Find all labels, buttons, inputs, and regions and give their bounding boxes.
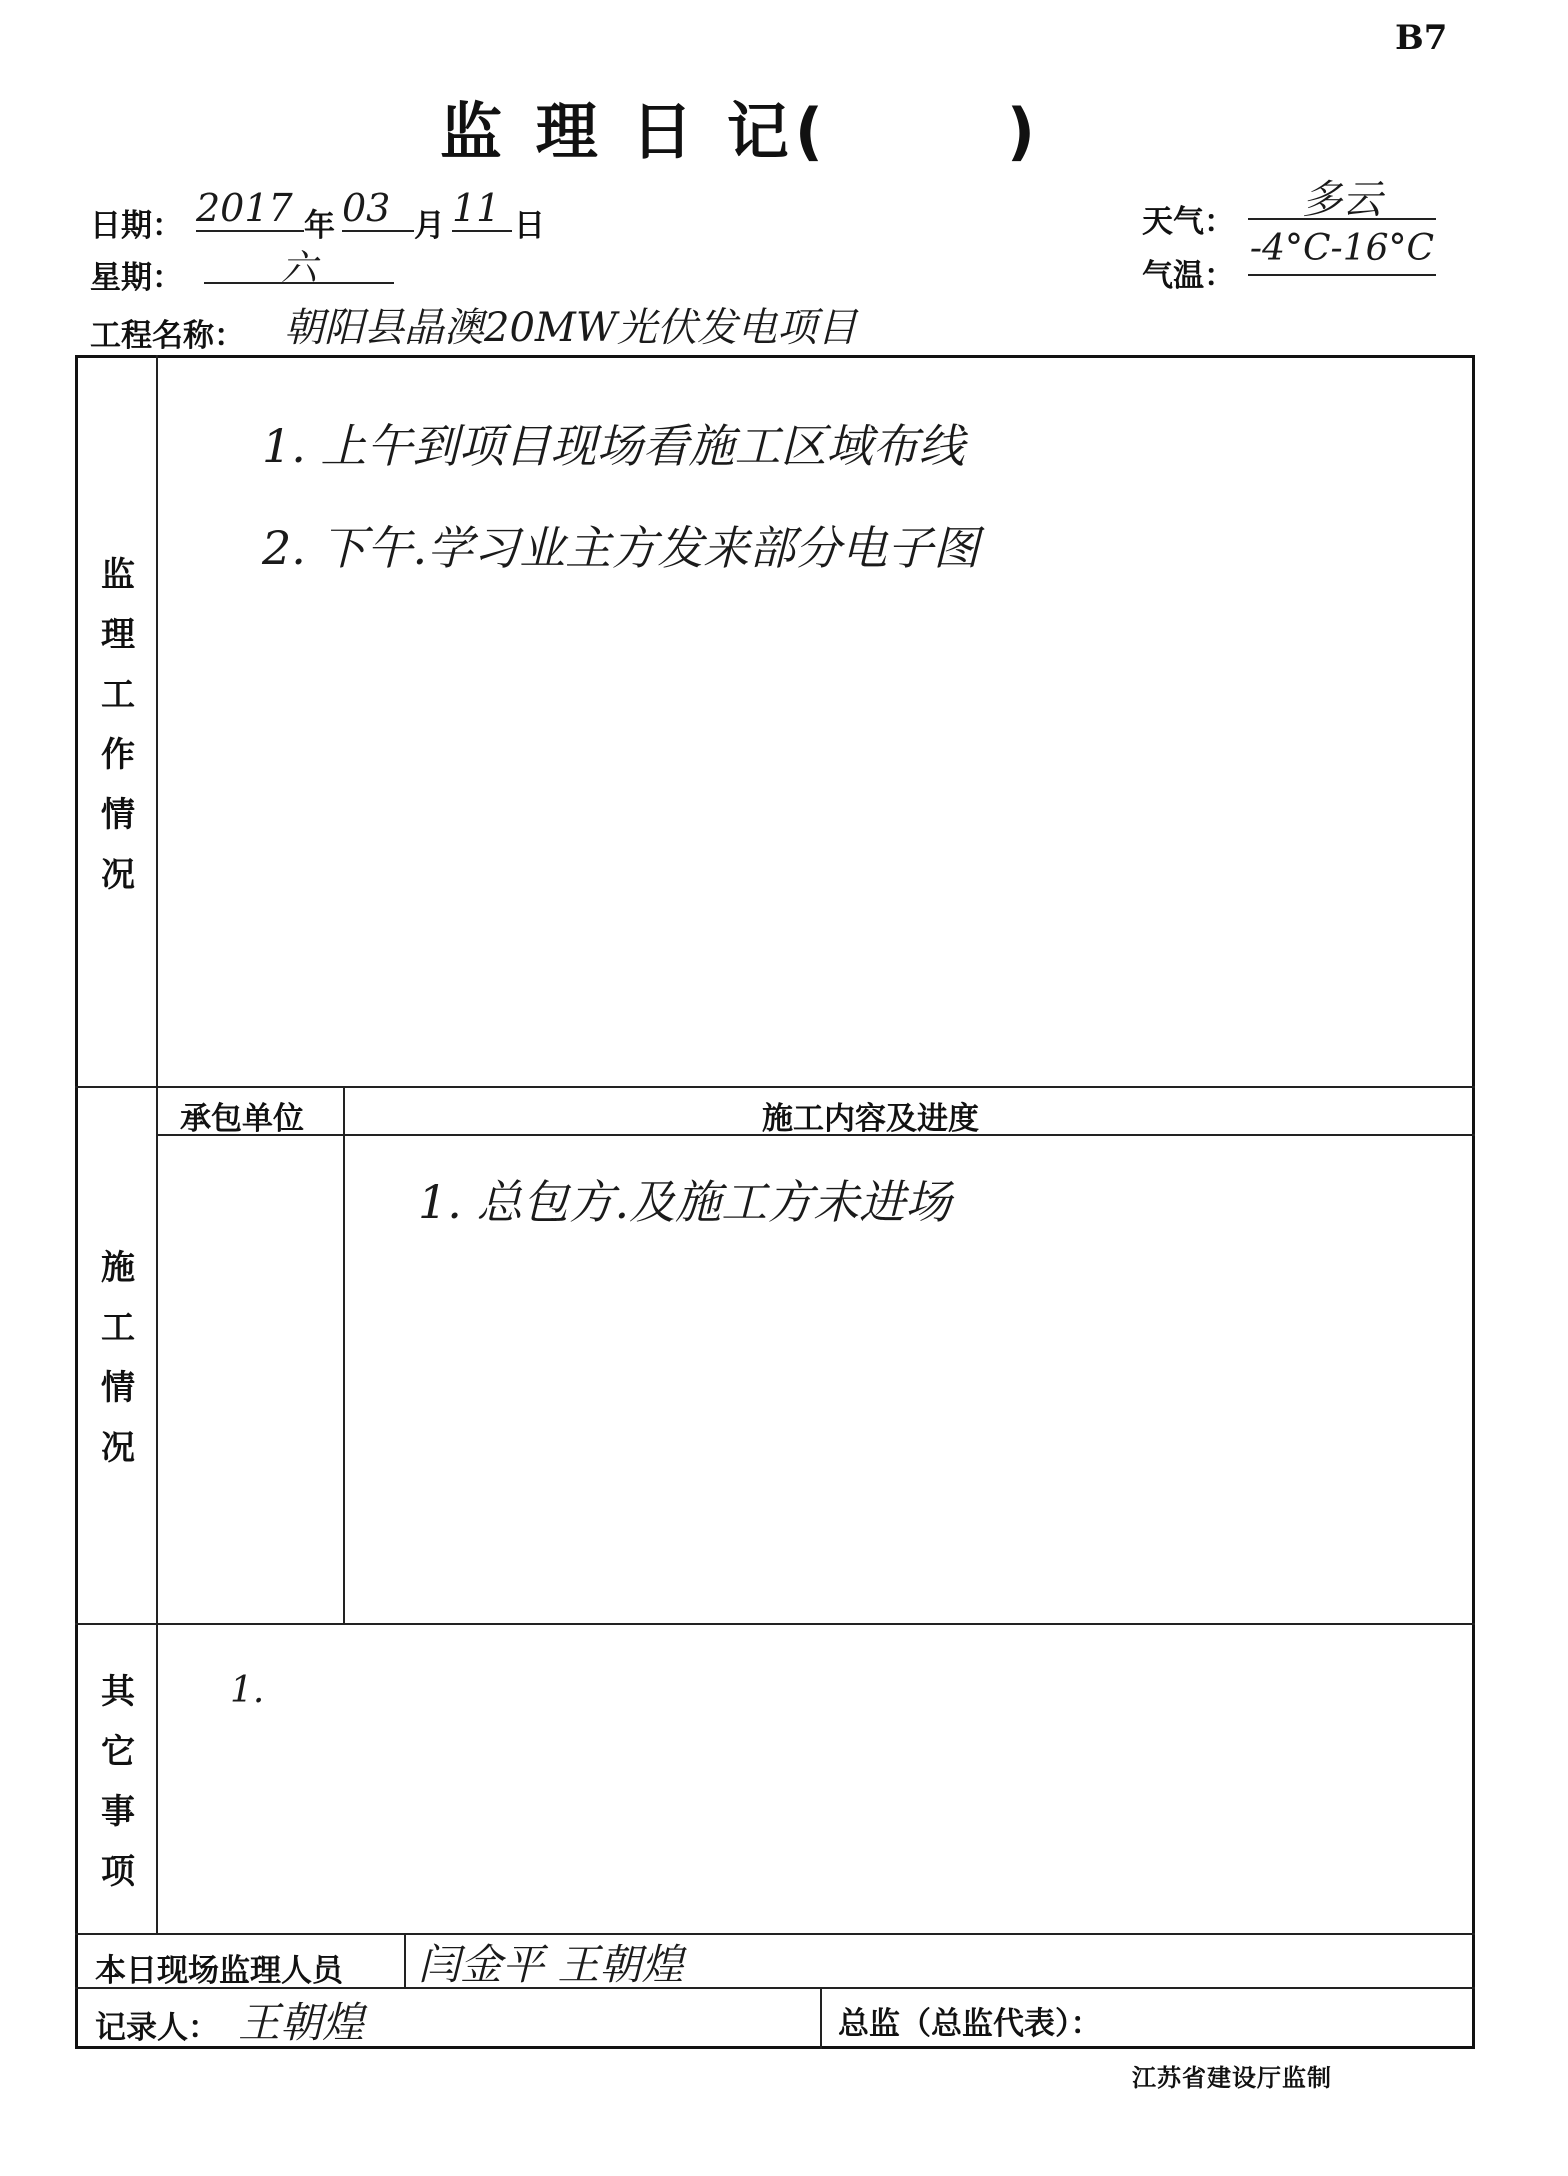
month-value: 03	[342, 186, 414, 232]
divider-construction-other	[75, 1623, 1475, 1625]
title-close-paren: )	[1006, 95, 1042, 168]
col-contractor-header: 承包单位	[180, 1101, 304, 1137]
issuer-text: 江苏省建设厅监制	[1132, 2064, 1332, 2092]
work-line-1: 1. 上午到项目现场看施工区域布线	[262, 419, 965, 473]
footer-staff-line	[404, 1933, 406, 1988]
temperature-value: -4°C-16°C	[1248, 228, 1436, 276]
divider-work-construction	[75, 1086, 1475, 1088]
recorder-name: 王朝煌	[238, 1998, 365, 2047]
chief-supervisor-label: 总监（总监代表）：	[838, 2006, 1102, 2042]
page-title	[440, 82, 1120, 171]
label-column-line	[156, 355, 158, 1934]
weather-label: 天气：	[1142, 204, 1235, 240]
date-label: 日期：	[90, 208, 183, 244]
staff-label: 本日现场监理人员	[95, 1953, 343, 1989]
work-line-2: 2. 下午.学习业主方发来部分电子图	[262, 521, 980, 575]
day-unit: 日	[514, 208, 545, 244]
form-code: B7	[1395, 18, 1448, 58]
project-name: 朝阳县晶澳20MW光伏发电项目	[284, 305, 857, 351]
title-text: 监 理 日 记(	[440, 95, 830, 168]
section-construction-label: 施 工 情 况	[101, 1248, 135, 1468]
weather-value: 多云	[1248, 168, 1436, 220]
staff-names: 闫金平 王朝煌	[418, 1940, 684, 1989]
temperature-label: 气温：	[1142, 258, 1235, 294]
section-work-label: 监 理 工 作 情 况	[101, 555, 135, 895]
weekday-label: 星期：	[90, 260, 183, 296]
contractor-column-line	[343, 1086, 345, 1623]
year-unit: 年	[304, 208, 335, 244]
divider-other-footer	[75, 1933, 1475, 1935]
footer-chief-line	[820, 1987, 822, 2049]
recorder-label: 记录人：	[95, 2010, 219, 2046]
month-unit: 月	[414, 208, 445, 244]
col-content-header: 施工内容及进度	[762, 1101, 979, 1137]
section-other-label: 其 它 事 项	[101, 1672, 135, 1892]
weekday-value: 六	[204, 240, 394, 284]
construction-line-1: 1. 总包方.及施工方未进场	[418, 1175, 952, 1229]
other-line-1: 1.	[230, 1670, 265, 1711]
year-value: 2017	[196, 186, 304, 232]
day-value: 11	[452, 186, 512, 232]
project-label: 工程名称：	[90, 318, 245, 354]
